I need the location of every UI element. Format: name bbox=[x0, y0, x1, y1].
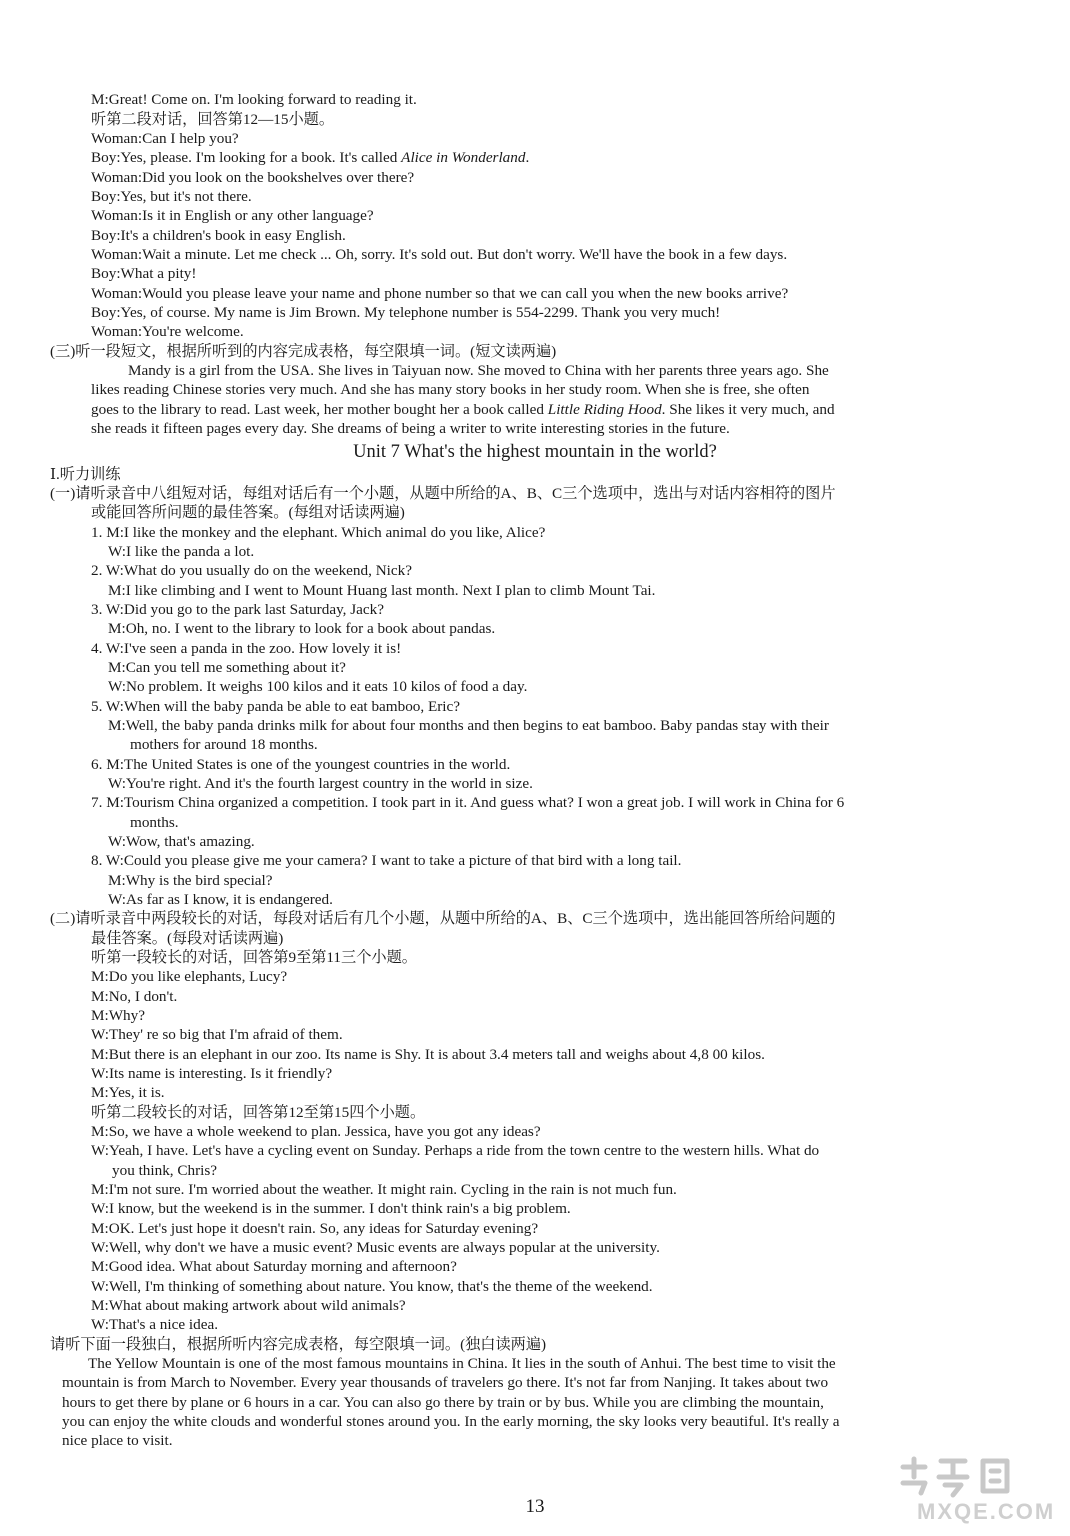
monologue-line: mountain is from March to November. Every year thousands of travelers go there. It's not far from Nanjing. It takes about two bbox=[62, 1374, 829, 1391]
text-line: Woman:Wait a minute. Let me check ... Oh, sorry. It's sold out. But don't worry. We'll have the book in a few days. bbox=[91, 246, 788, 263]
dialogue-line: 1. M:I like the monkey and the elephant. Which animal do you like, Alice? bbox=[91, 524, 546, 541]
dialogue-line: M:Oh, no. I went to the library to look for a book about pandas. bbox=[108, 620, 496, 637]
dialogue-line: M:But there is an elephant in our zoo. Its name is Shy. It is about 3.4 meters tall and weighs about 4,8 00 kilos. bbox=[91, 1046, 765, 1063]
dialogue-line: 8. W:Could you please give me your camera? I want to take a picture of that bird with a long tail. bbox=[91, 852, 682, 869]
dialogue-line: 7. M:Tourism China organized a competition. I took part in it. And guess what? I won a great job. I will work in China for 6 bbox=[91, 794, 845, 811]
section-instruction: 最佳答案。(每段对话读两遍) bbox=[91, 930, 284, 947]
text-line: Woman:Can I help you? bbox=[91, 130, 239, 147]
dialogue-line: 5. W:When will the baby panda be able to eat bamboo, Eric? bbox=[91, 698, 461, 715]
dialogue-line: M:Yes, it is. bbox=[91, 1084, 165, 1101]
dialogue-line: W:Yeah, I have. Let's have a cycling event on Sunday. Perhaps a ride from the town centre to the western hills. What do bbox=[91, 1142, 820, 1159]
text-line: likes reading Chinese stories very much. And she has many story books in her study room. When she is free, she often bbox=[91, 381, 810, 398]
dialogue-line: W:I know, but the weekend is in the summer. I don't think rain's a big problem. bbox=[91, 1200, 571, 1217]
dialogue-line: M:Why is the bird special? bbox=[108, 872, 273, 889]
dialogue-line: you think, Chris? bbox=[112, 1162, 218, 1179]
dialogue-line: M:No, I don't. bbox=[91, 988, 178, 1005]
dialogue-line: W:That's a nice idea. bbox=[91, 1316, 218, 1333]
text-span: . bbox=[525, 149, 530, 166]
section-heading: Ⅰ.听力训练 bbox=[50, 466, 121, 483]
text-line: Boy:It's a children's book in easy English. bbox=[91, 227, 346, 244]
dialogue-line: 6. M:The United States is one of the youngest countries in the world. bbox=[91, 756, 511, 773]
dialogue-line: W:You're right. And it's the fourth largest country in the world in size. bbox=[108, 775, 533, 792]
monologue-line: The Yellow Mountain is one of the most famous mountains in China. It lies in the south of Anhui. The best time to visit the bbox=[88, 1355, 836, 1372]
monologue-line: you can enjoy the white clouds and wonderful stones around you. In the early morning, the sky looks very beautiful. It's really a bbox=[62, 1413, 840, 1430]
dialogue-line: M:Why? bbox=[91, 1007, 145, 1024]
dialogue-line: mothers for around 18 months. bbox=[130, 736, 318, 753]
watermark-text: MXQE.COM bbox=[917, 1499, 1056, 1524]
text-line: Boy:What a pity! bbox=[91, 265, 197, 282]
section-instruction: 听第二段对话，回答第12—15小题。 bbox=[91, 111, 334, 128]
text-line: Woman:You're welcome. bbox=[91, 323, 244, 340]
section-instruction: 或能回答所问题的最佳答案。(每组对话读两遍) bbox=[91, 504, 405, 521]
book-title: Little Riding Hood bbox=[547, 401, 662, 418]
unit-title: Unit 7 What's the highest mountain in the world? bbox=[353, 442, 717, 462]
text-line: Boy:Yes, but it's not there. bbox=[91, 188, 252, 205]
text-span: Boy:Yes, please. I'm looking for a book. It's called bbox=[91, 149, 402, 166]
dialogue-line: months. bbox=[130, 814, 179, 831]
dialogue-line: W:Well, I'm thinking of something about nature. You know, that's the theme of the weekend. bbox=[91, 1278, 653, 1295]
section-instruction: 听第二段较长的对话，回答第12至第15四个小题。 bbox=[91, 1104, 426, 1121]
dialogue-line: M:Do you like elephants, Lucy? bbox=[91, 968, 288, 985]
text-line: Boy:Yes, of course. My name is Jim Brown. My telephone number is 554-2299. Thank you very much! bbox=[91, 304, 721, 321]
section-instruction: 请听下面一段独白，根据所听内容完成表格，每空限填一词。(独白读两遍) bbox=[50, 1336, 547, 1353]
book-title: Alice in Wonderland bbox=[401, 149, 526, 166]
dialogue-line: M:OK. Let's just hope it doesn't rain. So, any ideas for Saturday evening? bbox=[91, 1220, 539, 1237]
text-span: goes to the library to read. Last week, her mother bought her a book called bbox=[91, 401, 548, 418]
dialogue-line: M:So, we have a whole weekend to plan. Jessica, have you got any ideas? bbox=[91, 1123, 541, 1140]
dialogue-line: W:As far as I know, it is endangered. bbox=[108, 891, 333, 908]
dialogue-line: W:Its name is interesting. Is it friendly? bbox=[91, 1065, 333, 1082]
dialogue-line: M:What about making artwork about wild animals? bbox=[91, 1297, 406, 1314]
section-instruction: (二)请听录音中两段较长的对话，每段对话后有几个小题，从题中所给的A、B、C三个选项中，选出能回答所给问题的 bbox=[50, 910, 836, 927]
watermark-logo bbox=[895, 1455, 1060, 1525]
text-line: Woman:Is it in English or any other language? bbox=[91, 207, 374, 224]
monologue-line: nice place to visit. bbox=[62, 1432, 173, 1449]
section-heading: (三)听一段短文，根据所听到的内容完成表格，每空限填一词。(短文读两遍) bbox=[50, 343, 557, 360]
dialogue-line: 2. W:What do you usually do on the weekend, Nick? bbox=[91, 562, 412, 579]
dialogue-line: M:Good idea. What about Saturday morning and afternoon? bbox=[91, 1258, 457, 1275]
dialogue-line: W:Wow, that's amazing. bbox=[108, 833, 255, 850]
dialogue-line: M:I like climbing and I went to Mount Huang last month. Next I plan to climb Mount Tai. bbox=[108, 582, 656, 599]
text-line bbox=[91, 400, 835, 419]
dialogue-line: W:They' re so big that I'm afraid of them. bbox=[91, 1026, 343, 1043]
text-line bbox=[91, 148, 529, 167]
text-line: Woman:Would you please leave your name and phone number so that we can call you when the new books arrive? bbox=[91, 285, 789, 302]
dialogue-line: M:Can you tell me something about it? bbox=[108, 659, 346, 676]
monologue-line: hours to get there by plane or 6 hours in a car. You can also go there by train or by bus. While you are climbing the mountain, bbox=[62, 1394, 824, 1411]
dialogue-line: 3. W:Did you go to the park last Saturday, Jack? bbox=[91, 601, 384, 618]
text-line: she reads it fifteen pages every day. She dreams of being a writer to write interesting stories in the future. bbox=[91, 420, 730, 437]
text-line: Woman:Did you look on the bookshelves over there? bbox=[91, 169, 415, 186]
text-span: . She likes it very much, and bbox=[661, 401, 835, 418]
dialogue-line: W:Well, why don't we have a music event? Music events are always popular at the university. bbox=[91, 1239, 660, 1256]
dialogue-line: M:I'm not sure. I'm worried about the weather. It might rain. Cycling in the rain is not much fun. bbox=[91, 1181, 677, 1198]
dialogue-line: 4. W:I've seen a panda in the zoo. How lovely it is! bbox=[91, 640, 402, 657]
text-line: Mandy is a girl from the USA. She lives in Taiyuan now. She moved to China with her parents three years ago. She bbox=[128, 362, 829, 379]
dialogue-line: M:Well, the baby panda drinks milk for about four months and then begins to eat bamboo. Baby pandas stay with their bbox=[108, 717, 829, 734]
section-instruction: 听第一段较长的对话，回答第9至第11三个小题。 bbox=[91, 949, 417, 966]
dialogue-line: W:I like the panda a lot. bbox=[108, 543, 255, 560]
section-instruction: (一)请听录音中八组短对话，每组对话后有一个小题，从题中所给的A、B、C三个选项中，选出与对话内容相符的图片 bbox=[50, 485, 836, 502]
dialogue-line: W:No problem. It weighs 100 kilos and it eats 10 kilos of food a day. bbox=[108, 678, 528, 695]
text-line: M:Great! Come on. I'm looking forward to reading it. bbox=[91, 91, 417, 108]
page-number: 13 bbox=[525, 1496, 545, 1517]
